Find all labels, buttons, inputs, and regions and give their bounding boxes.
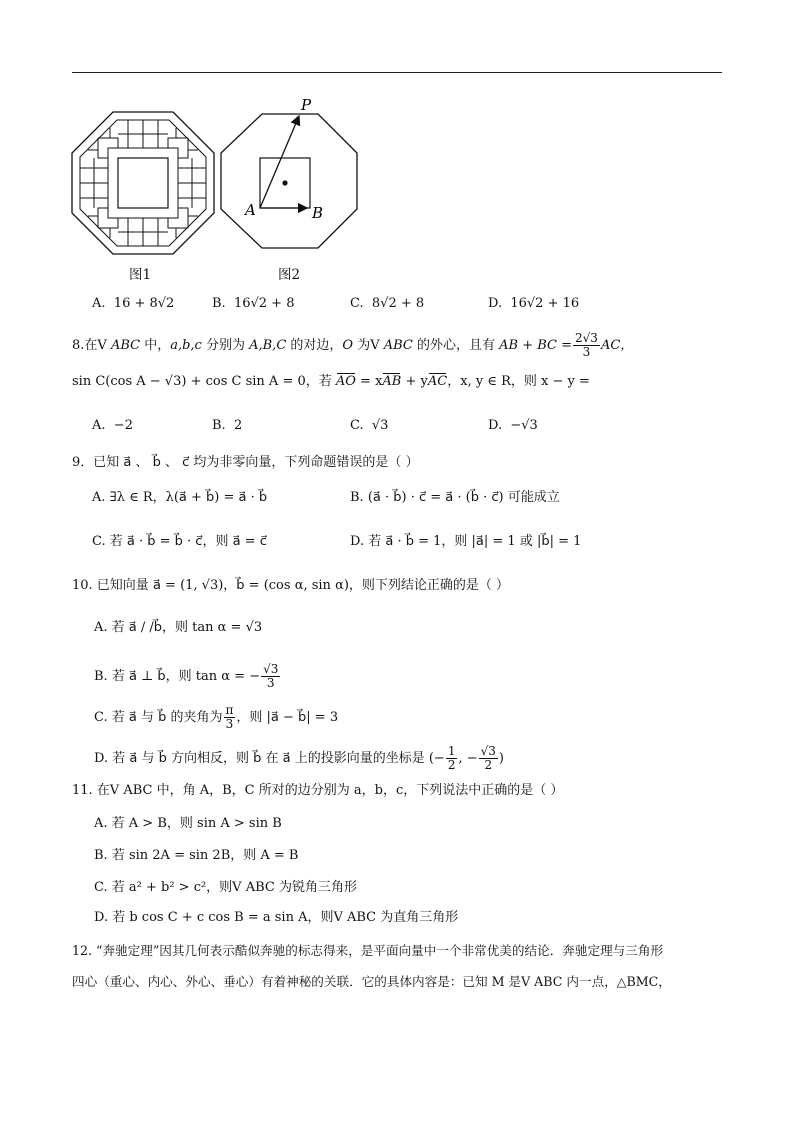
q7-option-a[interactable]: A. 16 + 8√2 [92, 296, 175, 311]
q9-stem: 9．已知 a⃗ 、 b⃗ 、 c⃗ 均为非零向量，下列命题错误的是（ ） [72, 455, 419, 470]
q8-stem-line1: 8.在V ABC 中，a,b,c 分别为 A,B,C 的对边，O 为V ABC 的外心，且有 AB + BC = $\frac{2√3}{3}$ AC， [72, 331, 634, 359]
q8-option-c[interactable]: C. √3 [350, 418, 389, 433]
q10-option-b[interactable]: B. 若 a⃗ ⊥ b⃗，则 tan α = − $\frac{√3}{3}$ [94, 662, 279, 690]
figure-2-vector-diagram [215, 94, 365, 260]
label-b: B [312, 204, 324, 222]
q9-option-d[interactable]: D. 若 a⃗ · b⃗ = 1，则 |a⃗| = 1 或 |b⃗| = 1 [350, 534, 582, 549]
q8-stem-line2: sin C(cos A − √3) + cos C sin A = 0，若 AO = xAB + yAC，x, y ∈ R，则 x − y = [72, 374, 590, 389]
label-a: A [245, 201, 256, 219]
q12-stem-line1: 12. “奔驰定理”因其几何表示酷似奔驰的标志得来，是平面向量中一个非常优美的结论．奔驰定理与三角形 [72, 943, 664, 958]
q8-option-d[interactable]: D. −√3 [488, 418, 538, 433]
q9-option-c[interactable]: C. 若 a⃗ · b⃗ = b⃗ · c⃗，则 a⃗ = c⃗ [92, 534, 267, 549]
q9-option-a[interactable]: A. ∃λ ∈ R，λ(a⃗ + b⃗) = a⃗ · b⃗ [92, 490, 268, 505]
q8-option-a[interactable]: A. −2 [92, 418, 133, 433]
figure-1-octagon-pattern [70, 110, 216, 256]
q7-option-d[interactable]: D. 16√2 + 16 [488, 296, 580, 311]
q7-option-b[interactable]: B. 16√2 + 8 [212, 296, 295, 311]
figure-2-caption: 图2 [278, 267, 301, 283]
q9-option-b[interactable]: B. (a⃗ · b⃗) · c⃗ = a⃗ · (b⃗ · c⃗) 可能成立 [350, 490, 560, 505]
q8-option-b[interactable]: B. 2 [212, 418, 243, 433]
q12-stem-line2: 四心（重心、内心、外心、垂心）有着神秘的关联．它的具体内容是：已知 M 是V ABC 内一点，△BMC， [72, 974, 671, 989]
q10-option-c[interactable]: C. 若 a⃗ 与 b⃗ 的夹角为 $\frac{\pi}{3}$ ，则 |a⃗ − b⃗| = 3 [94, 703, 339, 731]
q11-stem: 11. 在V ABC 中，角 A，B，C 所对的边分别为 a，b，c，下列说法中正确的是（ ） [72, 783, 564, 798]
q11-option-b[interactable]: B. 若 sin 2A = sin 2B，则 A = B [94, 848, 299, 863]
figure-1-caption: 图1 [129, 267, 152, 283]
q11-option-a[interactable]: A. 若 A > B，则 sin A > sin B [94, 816, 282, 831]
label-p: P [301, 96, 312, 114]
q10-option-a[interactable]: A. 若 a⃗ / /b⃗，则 tan α = √3 [94, 620, 263, 635]
q11-option-d[interactable]: D. 若 b cos C + c cos B = a sin A，则V ABC 为直角三角形 [94, 910, 459, 925]
q8-fraction: $\frac{2√3}{3}$ [575, 331, 598, 359]
header-rule [72, 72, 722, 73]
q11-option-c[interactable]: C. 若 a² + b² > c²，则V ABC 为锐角三角形 [94, 880, 357, 895]
q7-option-c[interactable]: C. 8√2 + 8 [350, 296, 425, 311]
q10-option-d[interactable]: D. 若 a⃗ 与 b⃗ 方向相反，则 b⃗ 在 a⃗ 上的投影向量的坐标是 (− $\frac{1}{2}$ , − $\frac{√3}{2}$ ) [94, 744, 504, 772]
q10-stem: 10. 已知向量 a⃗ = (1, √3)，b⃗ = (cos α, sin α)，则下列结论正确的是（ ） [72, 578, 510, 593]
